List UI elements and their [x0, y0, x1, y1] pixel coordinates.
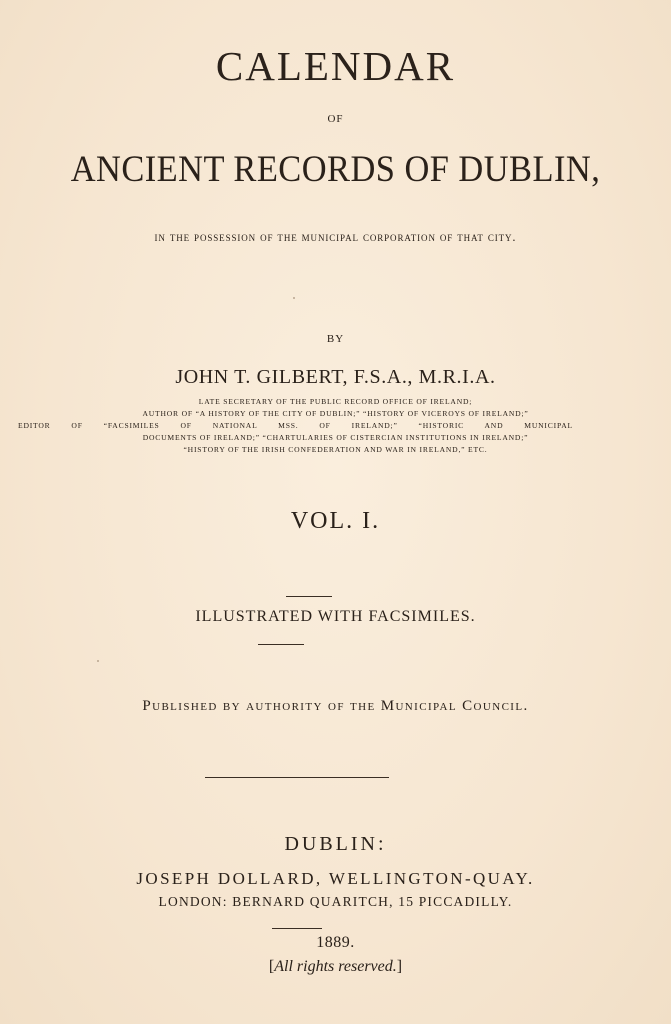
illustrated-note: ILLUSTRATED WITH FACSIMILES.: [195, 608, 476, 625]
possession-line: in the possession of the municipal corporation of that city.: [154, 230, 517, 244]
author-credential: AUTHOR OF “A HISTORY OF THE CITY OF DUBLIN;” “HISTORY OF VICEROYS OF IRELAND;”: [142, 409, 529, 418]
rights-bracket-open: [: [268, 958, 275, 975]
publication-authority: Published by authority of the Municipal Council.: [142, 698, 529, 714]
title-connector: OF: [327, 113, 344, 125]
publisher-name: JOSEPH DOLLARD, WELLINGTON-QUAY.: [136, 869, 535, 888]
paper-speck: [293, 297, 295, 299]
book-subtitle: ANCIENT RECORDS OF DUBLIN,: [70, 149, 601, 190]
author-credential: LATE SECRETARY OF THE PUBLIC RECORD OFFICE OF IRELAND;: [198, 397, 473, 406]
publication-place: DUBLIN:: [284, 833, 387, 855]
divider-rule: [258, 644, 304, 645]
london-publisher: LONDON: BERNARD QUARITCH, 15 PICCADILLY.: [158, 894, 513, 909]
rights-text: All rights reserved.: [274, 958, 397, 975]
book-title: CALENDAR: [215, 43, 456, 89]
rights-notice: [0, 958, 671, 976]
author-credential: EDITOR OF “FACSIMILES OF NATIONAL MSS. OF IRELAND;” “HISTORIC AND MUNICIPAL: [18, 421, 573, 430]
divider-rule: [272, 928, 322, 929]
author-name: JOHN T. GILBERT, F.S.A., M.R.I.A.: [175, 366, 496, 388]
divider-rule: [205, 777, 389, 778]
by-line: BY: [326, 333, 345, 345]
rights-bracket-close: ]: [396, 958, 403, 975]
volume-number: VOL. I.: [290, 508, 381, 534]
divider-rule: [286, 596, 332, 597]
author-credential: DOCUMENTS OF IRELAND;” “CHARTULARIES OF CISTERCIAN INSTITUTIONS IN IRELAND;”: [142, 433, 529, 442]
paper-speck: [97, 660, 99, 662]
publication-year: 1889.: [316, 934, 355, 951]
author-credential: “HISTORY OF THE IRISH CONFEDERATION AND WAR IN IRELAND,” ETC.: [183, 445, 488, 454]
